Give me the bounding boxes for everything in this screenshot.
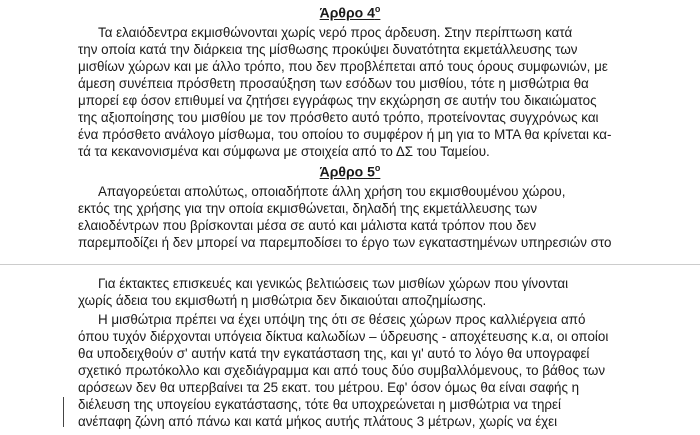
page-cut-gap — [0, 253, 700, 264]
article-4-line: άμεση συνέπεια πρόσθετη προσαύξηση των εσόδων του μισθίου, τότε η μισθώτρια θα — [78, 76, 589, 91]
article-5-line: Απαγορεύεται απολύτως, οποιαδήποτε άλλη χρήση του εκμισθουμένου χώρου, — [98, 184, 566, 199]
article-4-line: της αξιοποίησης του μισθίου με τον πρόσθετο αυτό τρόπο, προτείνοντας συγχρόνως και — [78, 110, 599, 125]
article-4-line: ένα πρόσθετο ανάλογο μίσθωμα, του οποίου το συμφέρον ή μη για το ΜΤΑ θα κρίνεται κα- — [78, 127, 612, 142]
article-5-line-cut: παρεμποδίζει ή δεν μπορεί να παρεμποδίσει το έργο των εγκαταστημένων υπηρεσιών στο — [78, 235, 612, 250]
article-5-line: Για έκτακτες επισκευές και γενικώς βελτιώσεις των μισθίων χώρων που γίνονται — [98, 276, 569, 291]
article-5-line: χωρίς άδεια του εκμισθωτή η μισθώτρια δεν δικαιούται αποζημίωσης. — [78, 293, 487, 308]
article-4-line: Τα ελαιόδεντρα εκμισθώνονται χωρίς νερό προς άρδευση. Στην περίπτωση κατά — [98, 25, 573, 40]
article-5-line: εκτός της χρήσης για την οποία εκμισθώνεται, δηλαδή της εκμετάλλευσης των — [78, 201, 538, 216]
handwritten-margin-mark — [63, 397, 66, 427]
article-5-line: ελαιοδέντρων που βρίσκονται μέσα σε αυτό και μάλιστα κατά τρόπον που δεν — [78, 218, 537, 233]
article-5-line: διέλευση της υπογείου εγκατάστασης, τότε θα υποχρεώνεται η μισθώτρια να τηρεί — [78, 397, 561, 412]
article-4-line: μισθίων χώρων και με άλλο τρόπο, που δεν προβλέπεται από τους όρους συμφωνιών, με — [78, 59, 608, 74]
article-4-line: την οποία κατά την διάρκεια της μίσθωσης προκύψει δυνατότητα εκμετάλλευσης των — [78, 42, 578, 57]
article-5-line: σχετικό πρωτόκολλο και σχεδιάγραμμα και από τους δύο συμβαλλόμενους, το βάθος των — [78, 363, 606, 378]
article-5-line: αρόσεων δεν θα υπερβαίνει τα 25 εκατ. του μέτρου. Εφ' όσον όμως θα είναι σαφής η — [78, 380, 580, 395]
article-5-line: όπου τυχόν διέρχονται υπόγεια δίκτυα καλωδίων – ύδρευσης - αποχέτευσης κ.α, οι οποίοι — [78, 329, 609, 344]
article-5-heading: Άρθρο $5^o$ — [319, 163, 381, 180]
article-5-line: Η μισθώτρια πρέπει να έχει υπόψη της ότι σε θέσεις χώρων προς καλλιέργεια από — [98, 312, 586, 327]
article-5-line: θα υποδειχθούν σ' αυτήν κατά την εγκατάσταση της, και γι' αυτό το λόγο θα υπογραφεί — [78, 346, 590, 361]
article-5-line: ανέπαφη ζώνη από πάνω και κατά μήκος αυτής πλάτους 3 μέτρων, χωρίς να έχει — [78, 414, 558, 429]
article-4-line: μπορεί εφ όσον επιθυμεί να ζητήσει εγγράφως την εκχώρηση σε αυτήν του δικαιώματος — [78, 93, 597, 108]
article-4-heading: Άρθρο $4^o$ — [319, 4, 381, 21]
article-4-line: τά τα κεκανονισμένα και σύμφωνα με στοιχεία από το ΔΣ του Ταμείου. — [78, 144, 490, 159]
page-cut-edge — [0, 264, 700, 265]
